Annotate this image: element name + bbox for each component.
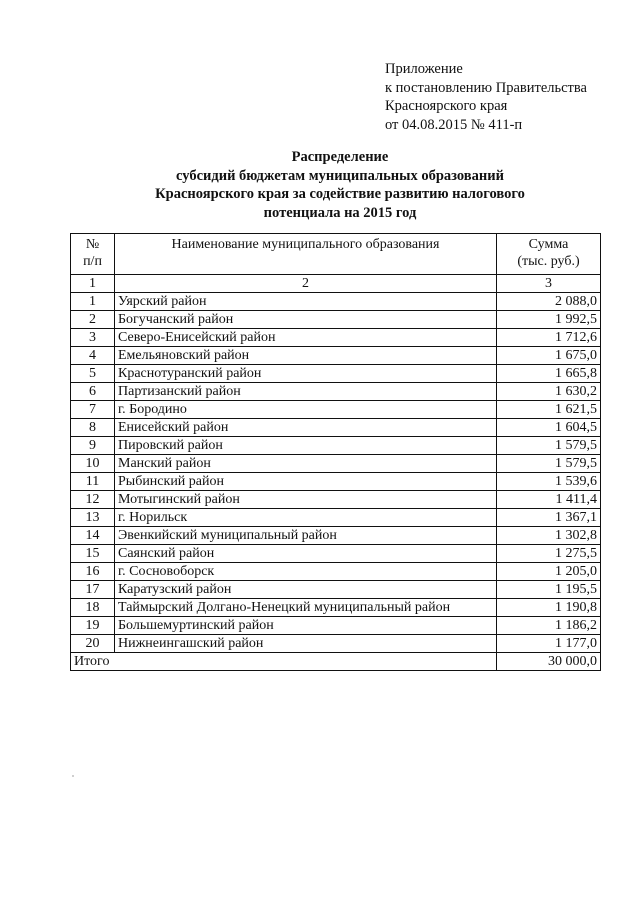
row-name: Краснотуранский район: [115, 365, 497, 383]
row-name: Мотыгинский район: [115, 491, 497, 509]
header-name: Наименование муниципального образования: [115, 234, 497, 275]
title-line-4: потенциала на 2015 год: [263, 204, 417, 221]
total-sum: 30 000,0: [497, 653, 601, 671]
row-number: 19: [71, 617, 115, 635]
row-number: 12: [71, 491, 115, 509]
row-number: 11: [71, 473, 115, 491]
row-name: г. Бородино: [115, 401, 497, 419]
row-sum: 1 411,4: [497, 491, 601, 509]
title-line-2: субсидий бюджетам муниципальных образований: [176, 167, 504, 184]
row-name: Саянский район: [115, 545, 497, 563]
row-number: 3: [71, 329, 115, 347]
table-row: [71, 347, 601, 365]
table-row: [71, 581, 601, 599]
header-num-line-2: п/п: [83, 254, 102, 269]
column-number-2: 2: [115, 275, 497, 293]
column-number-1: 1: [71, 275, 115, 293]
row-name: Эвенкийский муниципальный район: [115, 527, 497, 545]
row-name: Северо-Енисейский район: [115, 329, 497, 347]
table-row: [71, 491, 601, 509]
row-name: Рыбинский район: [115, 473, 497, 491]
row-number: 13: [71, 509, 115, 527]
row-name: Таймырский Долгано-Ненецкий муниципальный район: [115, 599, 497, 617]
row-number: 5: [71, 365, 115, 383]
row-sum: 1 712,6: [497, 329, 601, 347]
row-sum: 1 367,1: [497, 509, 601, 527]
header-num: [71, 234, 115, 275]
header-sum: [497, 234, 601, 275]
row-number: 9: [71, 437, 115, 455]
table-row: [71, 401, 601, 419]
subsidy-table: [70, 233, 601, 671]
title-line-1: Распределение: [291, 149, 389, 165]
row-number: 14: [71, 527, 115, 545]
row-number: 16: [71, 563, 115, 581]
header-sum-line-2: (тыс. руб.): [517, 254, 580, 269]
title-line-3: Красноярского края за содействие развитию налогового: [155, 186, 525, 202]
column-number-3: 3: [497, 275, 601, 293]
annex-line-1: Приложение: [385, 61, 463, 77]
row-number: 8: [71, 419, 115, 437]
row-name: Большемуртинский район: [115, 617, 497, 635]
row-number: 18: [71, 599, 115, 617]
row-sum: 1 579,5: [497, 437, 601, 455]
table-row: [71, 509, 601, 527]
row-name: Партизанский район: [115, 383, 497, 401]
row-number: 17: [71, 581, 115, 599]
row-sum: 2 088,0: [497, 293, 601, 311]
scan-speck: [72, 775, 74, 777]
row-sum: 1 177,0: [497, 635, 601, 653]
annex-line-4: от 04.08.2015 № 411-п: [385, 116, 523, 133]
row-sum: 1 604,5: [497, 419, 601, 437]
annex-block: [385, 60, 587, 134]
table-row: [71, 419, 601, 437]
table-row: [71, 545, 601, 563]
row-sum: 1 275,5: [497, 545, 601, 563]
row-sum: 1 205,0: [497, 563, 601, 581]
row-number: 4: [71, 347, 115, 365]
annex-line-2: к постановлению Правительства: [385, 79, 587, 96]
row-name: Енисейский район: [115, 419, 497, 437]
row-sum: 1 579,5: [497, 455, 601, 473]
row-name: Емельяновский район: [115, 347, 497, 365]
row-sum: 1 992,5: [497, 311, 601, 329]
header-sum-line-1: Сумма: [528, 237, 569, 252]
row-number: 7: [71, 401, 115, 419]
table-row: [71, 455, 601, 473]
row-sum: 1 675,0: [497, 347, 601, 365]
row-number: 6: [71, 383, 115, 401]
row-sum: 1 630,2: [497, 383, 601, 401]
column-number-row: [71, 275, 601, 293]
row-name: Богучанский район: [115, 311, 497, 329]
table-row: [71, 311, 601, 329]
total-label: Итого: [71, 653, 497, 671]
row-sum: 1 186,2: [497, 617, 601, 635]
total-row: [71, 653, 601, 671]
row-name: Каратузский район: [115, 581, 497, 599]
table-row: [71, 473, 601, 491]
header-num-line-1: №: [85, 237, 100, 252]
row-sum: 1 195,5: [497, 581, 601, 599]
document-title: [70, 148, 610, 222]
table-row: [71, 599, 601, 617]
table-row: [71, 527, 601, 545]
row-sum: 1 621,5: [497, 401, 601, 419]
table-row: [71, 437, 601, 455]
row-name: г. Сосновоборск: [115, 563, 497, 581]
row-sum: 1 665,8: [497, 365, 601, 383]
table-row: [71, 383, 601, 401]
table-row: [71, 365, 601, 383]
row-sum: 1 539,6: [497, 473, 601, 491]
row-name: г. Норильск: [115, 509, 497, 527]
table-body: [71, 293, 601, 653]
table-row: [71, 293, 601, 311]
row-sum: 1 190,8: [497, 599, 601, 617]
row-number: 15: [71, 545, 115, 563]
row-name: Пировский район: [115, 437, 497, 455]
annex-line-3: Красноярского края: [385, 98, 508, 114]
table-row: [71, 635, 601, 653]
table-row: [71, 563, 601, 581]
row-sum: 1 302,8: [497, 527, 601, 545]
row-name: Манский район: [115, 455, 497, 473]
table-row: [71, 617, 601, 635]
row-number: 10: [71, 455, 115, 473]
row-name: Нижнеингашский район: [115, 635, 497, 653]
row-number: 2: [71, 311, 115, 329]
table-header-row: [71, 234, 601, 275]
row-name: Уярский район: [115, 293, 497, 311]
table-row: [71, 329, 601, 347]
row-number: 1: [71, 293, 115, 311]
row-number: 20: [71, 635, 115, 653]
